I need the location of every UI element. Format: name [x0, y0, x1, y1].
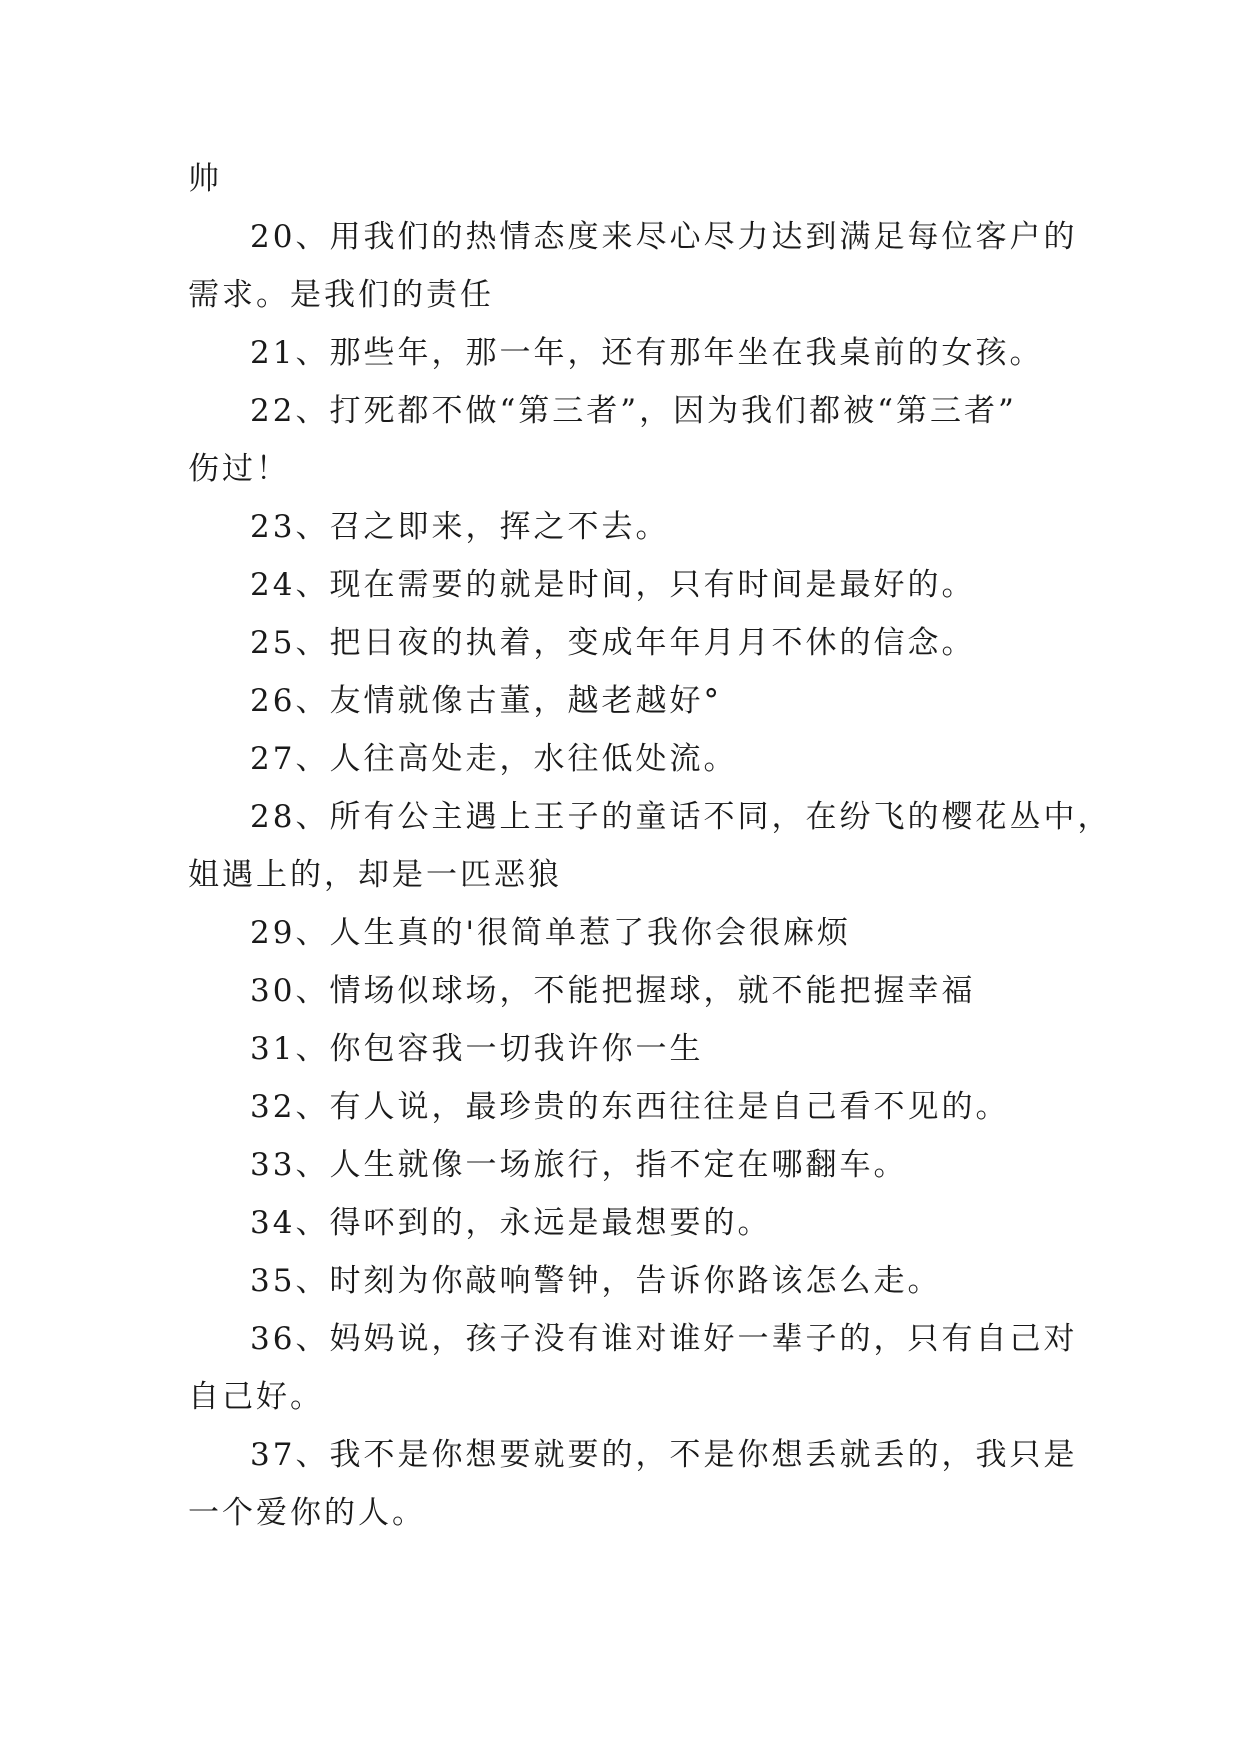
- text-line: 37、我不是你想要就要的，不是你想丢就丢的，我只是: [250, 1437, 1078, 1473]
- text-line: 23、召之即来，挥之不去。: [250, 509, 670, 545]
- text-line: 20、用我们的热情态度来尽心尽力达到满足每位客户的: [250, 219, 1078, 255]
- text-line: 22、打死都不做“第三者”，因为我们都被“第三者”: [250, 393, 1017, 429]
- text-line: 35、时刻为你敲响警钟，告诉你路该怎么走。: [250, 1263, 942, 1299]
- text-line: 伤过！: [188, 451, 290, 487]
- text-line: 34、得吥到的，永远是最想要的。: [250, 1205, 772, 1241]
- text-line: 需求。是我们的责任: [188, 277, 494, 313]
- text-line: 26、友情就像古董，越老越好°: [250, 683, 722, 719]
- text-line: 36、妈妈说，孩子没有谁对谁好一辈子的，只有自己对: [250, 1321, 1078, 1357]
- text-line: 27、人往高处走，水往低处流。: [250, 741, 738, 777]
- text-line: 一个爱你的人。: [188, 1495, 426, 1531]
- text-line: 28、所有公主遇上王子的童话不同，在纷飞的樱花丛中，: [250, 799, 1112, 835]
- text-line: 24、现在需要的就是时间，只有时间是最好的。: [250, 567, 976, 603]
- text-line: 帅: [188, 161, 222, 197]
- document-body: [188, 150, 1112, 1542]
- text-line: 29、人生真的'很简单惹了我你会很麻烦: [250, 915, 851, 951]
- text-line: 32、有人说，最珍贵的东西往往是自己看不见的。: [250, 1089, 1010, 1125]
- text-line: 30、情场似球场，不能把握球，就不能把握幸福: [250, 973, 976, 1009]
- text-line: 21、那些年，那一年，还有那年坐在我桌前的女孩。: [250, 335, 1044, 371]
- text-line: 31、你包容我一切我许你一生: [250, 1031, 704, 1067]
- text-line: 25、把日夜的执着，变成年年月月不休的信念。: [250, 625, 976, 661]
- text-line: 自己好。: [188, 1379, 324, 1415]
- text-line: 姐遇上的，却是一匹恶狼: [188, 857, 562, 893]
- text-line: 33、人生就像一场旅行，指不定在哪翻车。: [250, 1147, 908, 1183]
